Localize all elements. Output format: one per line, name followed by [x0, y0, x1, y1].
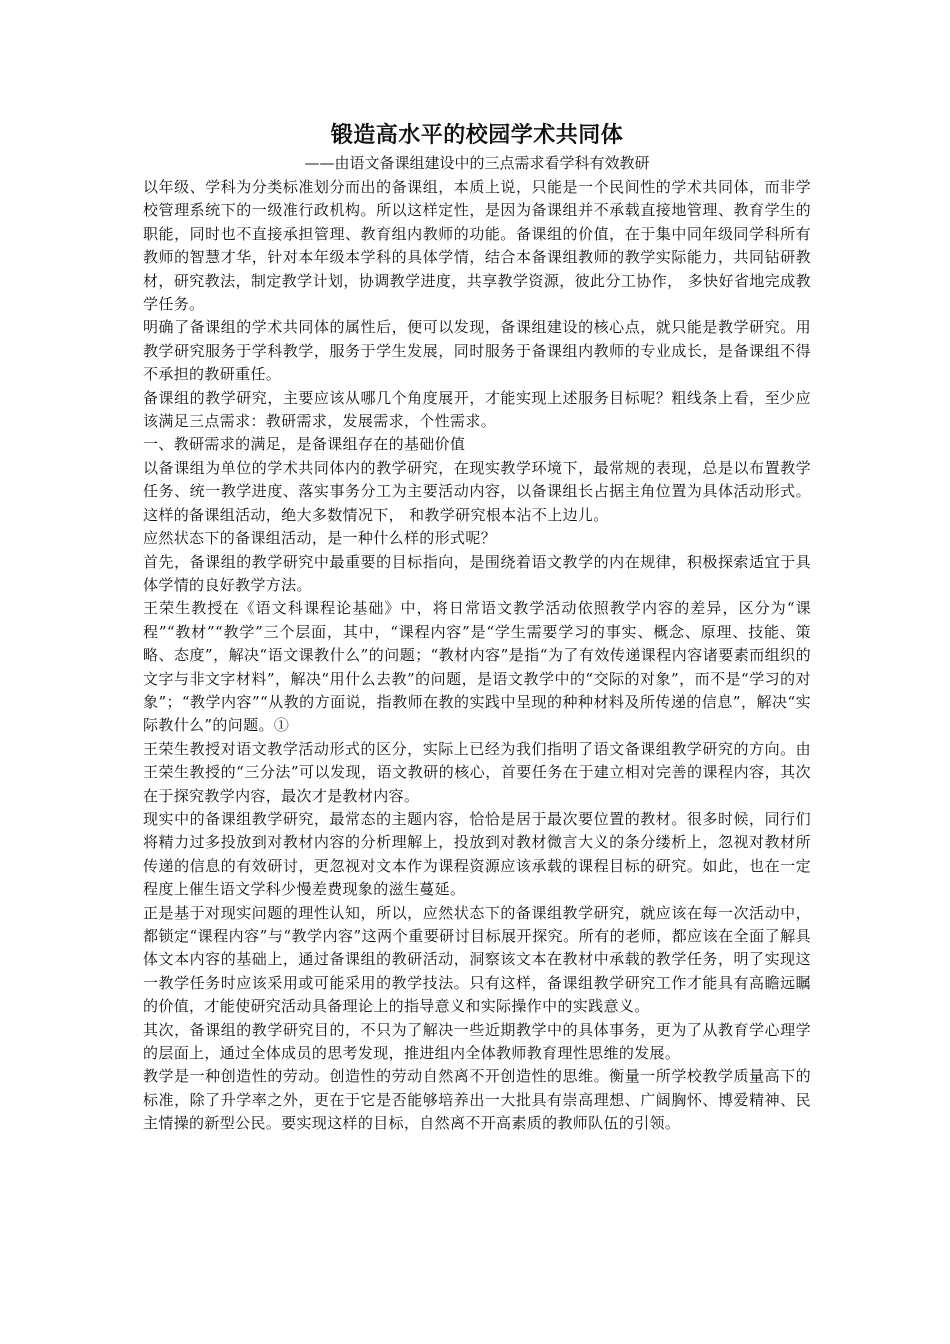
paragraph: 教学是一种创造性的劳动。创造性的劳动自然离不开创造性的思维。衡量一所学校教学质量高下的标准，除了升学率之外，更在于它是否能够培养出一大批具有崇高理想、广阔胸怀、博爱精神、民主情操的新型公民。要实现这样的目标，自然离不开高素质的教师队伍的引领。 — [143, 1067, 811, 1133]
paragraph: 其次，备课组的教学研究目的，不只为了解决一些近期教学中的具体事务，更为了从教育学心理学的层面上，通过全体成员的思考发现，推进组内全体教师教育理性思维的发展。 — [143, 1020, 811, 1063]
paragraph: 备课组的教学研究，主要应该从哪几个角度展开，才能实现上述服务目标呢？粗线条上看，至少应该满足三点需求：教研需求，发展需求，个性需求。 — [143, 388, 811, 431]
paragraph: 以备课组为单位的学术共同体内的教学研究，在现实教学环境下，最常规的表现，总是以布置教学任务、统一教学进度、落实事务分工为主要活动内容，以备课组长占据主角位置为具体活动形式。这样的备课组活动，绝大多数情况下， 和教学研究根本沾不上边儿。 — [143, 458, 811, 524]
paragraph: 正是基于对现实问题的理性认知，所以，应然状态下的备课组教学研究，就应该在每一次活动中，都锁定“课程内容”与“教学内容”这两个重要研讨目标展开探究。所有的老师，都应该在全面了解具体文本内容的基础上，通过备课组的教研活动，洞察该文本在教材中承载的教学任务，明了实现这一教学任务时应该采用或可能采用的教学技法。只有这样，备课组教学研究工作才能具有高瞻远瞩的价值，才能使研究活动具备理论上的指导意义和实际操作中的实践意义。 — [143, 903, 811, 1016]
paragraph: 王荣生教授对语文教学活动形式的区分，实际上已经为我们指明了语文备课组教学研究的方向。由王荣生教授的“三分法”可以发现，语文教研的核心，首要任务在于建立相对完善的课程内容，其次在于探究教学内容，最次才是教材内容。 — [143, 739, 811, 805]
section-heading: 一、教研需求的满足，是备课组存在的基础价值 — [143, 435, 466, 454]
document-title: 锻造高水平的校园学术共同体 — [330, 122, 624, 148]
paragraph: 应然状态下的备课组活动，是一种什么样的形式呢？ — [143, 529, 497, 548]
document-page — [143, 118, 811, 1136]
paragraph: 王荣生教授在《语文科课程论基础》中，将日常语文教学活动依照教学内容的差异，区分为“课程”“教材”“教学”三个层面，其中，“课程内容”是“学生需要学习的事实、概念、原理、技能、策略、态度”，解决“语文课教什么”的问题；“教材内容”是指“为了有效传递课程内容诸要素而组织的文字与非文字材料”，解决“用什么去教”的问题，是语文教学中的“交际的对象”，而不是“学习的对象”；“教学内容”“从教的方面说，指教师在教的实践中呈现的种种材料及所传递的信息”，解决“实际教什么”的问题。① — [143, 599, 811, 735]
document-body — [143, 176, 811, 1136]
document-subtitle: ——由语文备课组建设中的三点需求看学科有效教研 — [304, 154, 650, 172]
paragraph: 现实中的备课组教学研究，最常态的主题内容，恰恰是居于最次要位置的教材。很多时候，同行们将精力过多投放到对教材内容的分析理解上，投放到对教材微言大义的条分缕析上，忽视对教材所传递的信息的有效研讨，更忽视对文本作为课程资源应该承载的课程目标的研究。如此，也在一定程度上催生语文学科少慢差费现象的滋生蔓延。 — [143, 809, 811, 899]
paragraph: 明确了备课组的学术共同体的属性后，便可以发现，备课组建设的核心点，就只能是教学研究。用教学研究服务于学科教学，服务于学生发展，同时服务于备课组内教师的专业成长，是备课组不得不承担的教研重任。 — [143, 318, 811, 384]
paragraph: 以年级、学科为分类标准划分而出的备课组，本质上说，只能是一个民间性的学术共同体，而非学校管理系统下的一级准行政机构。所以这样定性，是因为备课组并不承载直接地管理、教育学生的职能，同时也不直接承担管理、教育组内教师的功能。备课组的价值，在于集中同年级同学科所有教师的智慧才华，针对本年级本学科的具体学情，结合本备课组教师的教学实际能力，共同钻研教材，研究教法，制定教学计划，协调教学进度，共享教学资源，彼此分工协作， 多快好省地完成教学任务。 — [143, 178, 811, 314]
paragraph: 首先，备课组的教学研究中最重要的目标指向，是围绕着语文教学的内在规律，积极探索适宜于具体学情的良好教学方法。 — [143, 552, 811, 594]
